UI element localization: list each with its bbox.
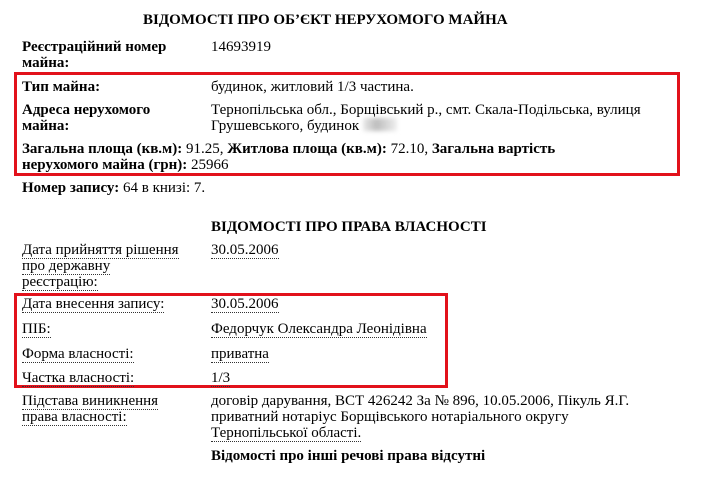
reg-number-label-line1: Реєстраційний номер — [22, 39, 167, 55]
owner-name-value: Федорчук Олександра Леонідівна — [211, 321, 427, 337]
basis-value-line1: договір дарування, ВСТ 426242 За № 896, 10.05.2006, Пікуль Я.Г. — [211, 393, 630, 409]
basis-value-line2: приватний нотаріус Борщівського нотаріального округу — [211, 409, 569, 425]
reg-number-label-line2: майна: — [22, 55, 70, 71]
record-number-label: Номер запису: — [22, 180, 120, 196]
total-cost-label-2: нерухомого майна (грн): — [22, 157, 188, 173]
owner-name-label: ПІБ: — [22, 321, 51, 337]
ownership-share-value: 1/3 — [211, 370, 231, 386]
reg-number-value: 14693919 — [211, 39, 271, 55]
total-area-label: Загальна площа (кв.м): — [22, 141, 183, 157]
basis-label-line2: права власності: — [22, 409, 127, 425]
property-type-value: будинок, житловий 1/3 частина. — [211, 79, 414, 95]
basis-label-line1: Підстава виникнення — [22, 393, 159, 409]
address-value-line2-text: Грушевського, будинок — [211, 118, 360, 134]
record-number-value: 64 в книзі: 7. — [119, 180, 206, 196]
other-rights-note: Відомості про інші речові права відсутні — [211, 448, 486, 464]
address-value-line1: Тернопільська обл., Борщівський р., смт. Скала-Подільська, вулиця — [211, 102, 641, 118]
address-label-line1: Адреса нерухомого — [22, 102, 151, 118]
redacted-house-number — [363, 118, 397, 131]
ownership-form-value: приватна — [211, 346, 269, 362]
ownership-form-label: Форма власності: — [22, 346, 134, 362]
total-area-value: 91.25, — [182, 141, 228, 157]
area-line-2 — [22, 157, 228, 173]
living-area-value: 72.10, — [386, 141, 432, 157]
living-area-label: Житлова площа (кв.м): — [227, 141, 387, 157]
basis-value-line3: Тернопільської області. — [211, 425, 362, 441]
total-cost-label: Загальна вартість — [431, 141, 556, 157]
address-value-line2 — [211, 118, 397, 134]
accept-date-value: 30.05.2006 — [211, 242, 279, 258]
entry-date-label: Дата внесення запису: — [22, 296, 165, 312]
section-title-property: ВІДОМОСТІ ПРО ОБ’ЄКТ НЕРУХОМОГО МАЙНА — [143, 12, 508, 28]
record-number — [22, 180, 205, 196]
accept-date-label-line3: реєстрацію: — [22, 274, 98, 290]
accept-date-label-line1: Дата прийняття рішення — [22, 242, 179, 258]
ownership-share-label: Частка власності: — [22, 370, 135, 386]
entry-date-value: 30.05.2006 — [211, 296, 279, 312]
address-label-line2: майна: — [22, 118, 70, 134]
area-line-1 — [22, 141, 555, 157]
property-type-label: Тип майна: — [22, 79, 101, 95]
total-cost-value: 25966 — [187, 157, 229, 173]
section-title-ownership: ВІДОМОСТІ ПРО ПРАВА ВЛАСНОСТІ — [211, 219, 487, 235]
accept-date-label-line2: про державну — [22, 258, 111, 274]
